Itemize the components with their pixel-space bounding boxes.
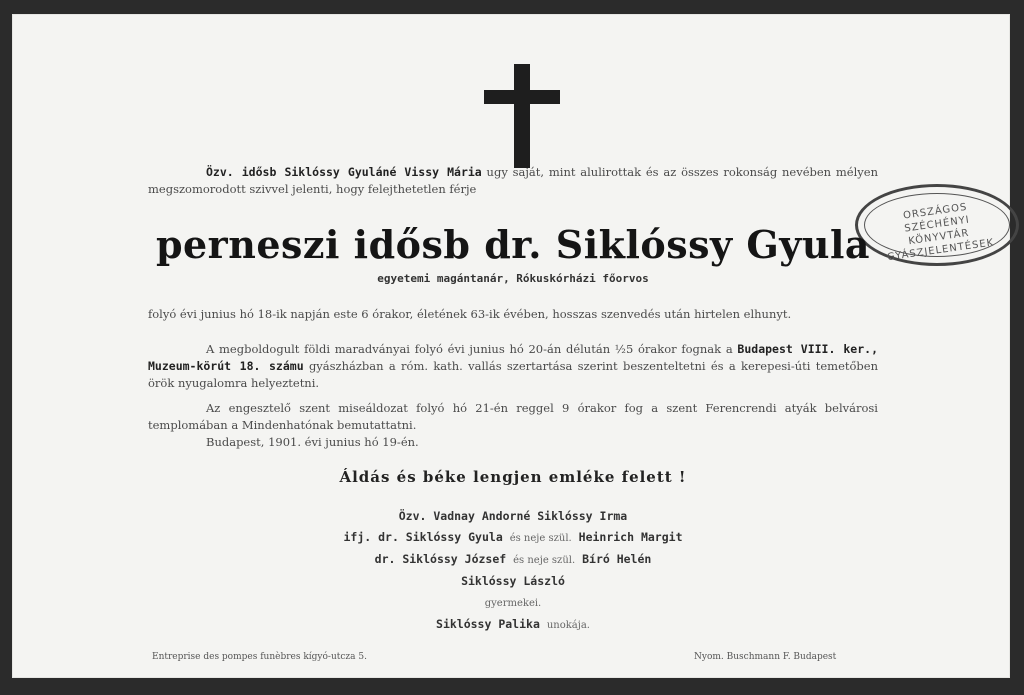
mourner-relation: gyermekei. <box>484 598 542 609</box>
mourner-line <box>148 592 878 614</box>
mourner-link: és neje szül. <box>513 555 576 566</box>
mourner-line <box>148 506 878 527</box>
funeral-paragraph <box>148 341 878 392</box>
funeral-text-b: gyászházban a róm. kath. vallás szertartása szerint beszenteltetni és a kerepesi-úti temetőben örök nyugalomra helyeztetni. <box>148 359 878 390</box>
mourner-name: dr. Siklóssy József <box>374 552 507 566</box>
mourner-relation: unokája. <box>546 620 590 631</box>
mourner-line <box>148 527 878 549</box>
mourner-spouse: Heinrich Margit <box>578 530 683 544</box>
intro-paragraph <box>148 164 878 198</box>
mourner-line <box>148 549 878 571</box>
mourner-name: Siklóssy Palika <box>436 617 540 631</box>
mourner-name: Özv. Vadnay Andorné Siklóssy Irma <box>398 509 628 523</box>
mourner-line <box>148 571 878 592</box>
mourner-name: ifj. dr. Siklóssy Gyula <box>343 530 503 544</box>
funeral-text-a: A megboldogult földi maradványai folyó évi junius hó 20-án délután ½5 órakor fognak a <box>206 342 733 356</box>
funeral-address: Budapest VIII. ker., Muzeum-körút 18. számu <box>148 342 878 373</box>
widow-name: Özv. idősb Siklóssy Gyuláné Vissy Mária <box>206 165 482 179</box>
intro-text: ugy saját, mint alulirottak és az összes rokonság nevében mélyen megszomorodott szivvel jelenti, hogy felejthetetlen férje <box>148 165 878 196</box>
footer-printer: Nyom. Buschmann F. Budapest <box>694 652 837 662</box>
deceased-title: egyetemi magántanár, Rókuskórházi főorvos <box>377 272 649 285</box>
date-line: Budapest, 1901. évi junius hó 19-én. <box>206 435 419 449</box>
mourner-name: Siklóssy László <box>461 574 565 588</box>
death-paragraph: folyó évi junius hó 18-ik napján este 6 órakor, életének 63-ik évében, hosszas szenvedés után hirtelen elhunyt. <box>148 307 792 321</box>
mourner-link: és neje szül. <box>509 533 572 544</box>
deceased-name: perneszi idősb dr. Siklóssy Gyula <box>155 222 871 267</box>
footer-undertaker: Entreprise des pompes funèbres kígyó-utcza 5. <box>152 652 367 662</box>
mourner-line <box>148 614 878 636</box>
stamp-text: ORSZÁGOS SZÉCHÉNYI KÖNYVTÁR GYÁSZJELENTÉSEK <box>886 201 995 264</box>
blessing-line: Áldás és béke lengjen emléke felett ! <box>339 468 687 486</box>
cross-icon <box>484 64 560 168</box>
mourner-spouse: Bíró Helén <box>582 552 652 566</box>
library-stamp <box>855 184 1019 266</box>
mourners-list <box>148 506 878 636</box>
mass-paragraph: Az engesztelő szent miseáldozat folyó hó 21-én reggel 9 órakor fog a szent Ferencrendi atyák belvárosi templomában a Mindenhatónak bemutattatni. <box>148 401 878 432</box>
